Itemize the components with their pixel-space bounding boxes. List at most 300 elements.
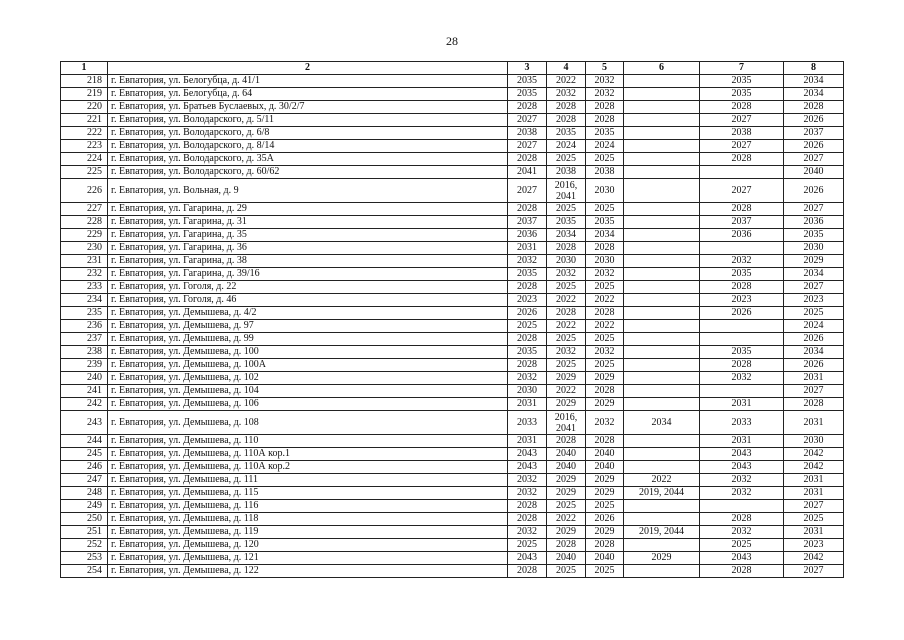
- year-cell: 2035: [508, 268, 547, 281]
- table-row: [61, 88, 844, 101]
- address-cell: г. Евпатория, ул. Демышева, д. 102: [108, 372, 508, 385]
- year-cell: 2028: [508, 101, 547, 114]
- year-cell: 2034: [547, 229, 586, 242]
- year-cell: 2042: [784, 461, 844, 474]
- year-cell: 2035: [586, 216, 624, 229]
- year-cell: 2025: [586, 281, 624, 294]
- year-cell: 2025: [586, 153, 624, 166]
- address-cell: г. Евпатория, ул. Гагарина, д. 35: [108, 229, 508, 242]
- year-cell: 2028: [508, 500, 547, 513]
- year-cell: 2028: [700, 565, 784, 578]
- year-cell: 2028: [547, 114, 586, 127]
- table-row: [61, 435, 844, 448]
- year-cell: 2029: [586, 526, 624, 539]
- year-cell: 2028: [586, 114, 624, 127]
- year-cell: 2027: [784, 385, 844, 398]
- address-cell: г. Евпатория, ул. Братьев Буслаевых, д. 30/2/7: [108, 101, 508, 114]
- year-cell: 2043: [508, 448, 547, 461]
- year-cell: 2033: [508, 411, 547, 435]
- year-cell: 2027: [700, 179, 784, 203]
- year-cell: 2031: [508, 242, 547, 255]
- year-cell: 2031: [700, 435, 784, 448]
- year-cell: 2028: [547, 242, 586, 255]
- year-cell: 2035: [508, 88, 547, 101]
- year-cell: [700, 500, 784, 513]
- year-cell: 2043: [508, 461, 547, 474]
- year-cell: 2032: [700, 487, 784, 500]
- address-cell: г. Евпатория, ул. Демышева, д. 106: [108, 398, 508, 411]
- year-cell: [624, 255, 700, 268]
- year-cell: 2040: [586, 448, 624, 461]
- address-cell: г. Евпатория, ул. Демышева, д. 119: [108, 526, 508, 539]
- year-cell: [624, 242, 700, 255]
- header-col-1: 1: [61, 62, 108, 75]
- year-cell: 2029: [547, 398, 586, 411]
- year-cell: 2028: [547, 307, 586, 320]
- year-cell: 2028: [586, 242, 624, 255]
- year-cell: 2032: [700, 474, 784, 487]
- year-cell: 2043: [508, 552, 547, 565]
- year-cell: 2028: [508, 203, 547, 216]
- year-cell: 2031: [508, 435, 547, 448]
- year-cell: 2030: [784, 242, 844, 255]
- year-cell: 2030: [586, 179, 624, 203]
- year-cell: 2028: [586, 101, 624, 114]
- row-number-cell: 244: [61, 435, 108, 448]
- address-cell: г. Евпатория, ул. Гагарина, д. 39/16: [108, 268, 508, 281]
- row-number-cell: 249: [61, 500, 108, 513]
- year-cell: 2025: [547, 500, 586, 513]
- year-cell: 2026: [784, 179, 844, 203]
- year-cell: 2026: [784, 140, 844, 153]
- table-row: [61, 127, 844, 140]
- address-cell: г. Евпатория, ул. Володарского, д. 5/11: [108, 114, 508, 127]
- year-cell: [624, 216, 700, 229]
- year-cell: 2025: [547, 281, 586, 294]
- table-row: [61, 203, 844, 216]
- year-cell: 2028: [586, 539, 624, 552]
- row-number-cell: 221: [61, 114, 108, 127]
- address-cell: г. Евпатория, ул. Демышева, д. 108: [108, 411, 508, 435]
- year-cell: [624, 435, 700, 448]
- table-row: [61, 359, 844, 372]
- row-number-cell: 238: [61, 346, 108, 359]
- year-cell: [624, 179, 700, 203]
- page-number: 28: [446, 34, 458, 48]
- year-cell: 2038: [586, 166, 624, 179]
- year-cell: 2027: [784, 203, 844, 216]
- row-number-cell: 237: [61, 333, 108, 346]
- header-col-3: 3: [508, 62, 547, 75]
- year-cell: 2032: [508, 474, 547, 487]
- year-cell: 2032: [700, 526, 784, 539]
- row-number-cell: 224: [61, 153, 108, 166]
- year-cell: 2028: [508, 153, 547, 166]
- year-cell: 2022: [547, 320, 586, 333]
- table-row: [61, 385, 844, 398]
- year-cell: 2022: [547, 75, 586, 88]
- address-cell: г. Евпатория, ул. Володарского, д. 6/8: [108, 127, 508, 140]
- table-body: [61, 75, 844, 578]
- year-cell: 2027: [700, 114, 784, 127]
- year-cell: [624, 127, 700, 140]
- year-cell: 2027: [784, 153, 844, 166]
- row-number-cell: 229: [61, 229, 108, 242]
- year-cell: [624, 539, 700, 552]
- address-cell: г. Евпатория, ул. Демышева, д. 120: [108, 539, 508, 552]
- table-row: [61, 513, 844, 526]
- header-col-2: 2: [108, 62, 508, 75]
- year-cell: [624, 372, 700, 385]
- row-number-cell: 227: [61, 203, 108, 216]
- table-row: [61, 281, 844, 294]
- year-cell: [624, 203, 700, 216]
- year-cell: 2028: [547, 101, 586, 114]
- year-cell: [624, 513, 700, 526]
- year-cell: 2043: [700, 448, 784, 461]
- year-cell: 2027: [508, 179, 547, 203]
- row-number-cell: 225: [61, 166, 108, 179]
- year-cell: 2032: [586, 346, 624, 359]
- year-cell: 2025: [784, 513, 844, 526]
- year-cell: [624, 448, 700, 461]
- year-cell: 2026: [586, 513, 624, 526]
- year-cell: 2024: [784, 320, 844, 333]
- year-cell: 2031: [784, 372, 844, 385]
- header-col-8: 8: [784, 62, 844, 75]
- address-cell: г. Евпатория, ул. Демышева, д. 97: [108, 320, 508, 333]
- year-cell: 2030: [508, 385, 547, 398]
- row-number-cell: 254: [61, 565, 108, 578]
- year-cell: [700, 242, 784, 255]
- year-cell: 2032: [547, 88, 586, 101]
- table-row: [61, 487, 844, 500]
- year-cell: [700, 166, 784, 179]
- address-cell: г. Евпатория, ул. Гагарина, д. 38: [108, 255, 508, 268]
- year-cell: 2028: [586, 435, 624, 448]
- table-row: [61, 398, 844, 411]
- year-cell: 2023: [784, 539, 844, 552]
- year-cell: 2027: [784, 500, 844, 513]
- year-cell: 2032: [508, 372, 547, 385]
- year-cell: [624, 385, 700, 398]
- year-cell: 2036: [784, 216, 844, 229]
- year-cell: 2030: [784, 435, 844, 448]
- address-cell: г. Евпатория, ул. Гоголя, д. 46: [108, 294, 508, 307]
- header-col-6: 6: [624, 62, 700, 75]
- table-row: [61, 294, 844, 307]
- year-cell: [624, 359, 700, 372]
- year-cell: 2032: [508, 255, 547, 268]
- year-cell: 2024: [547, 140, 586, 153]
- year-cell: 2032: [586, 411, 624, 435]
- year-cell: [624, 140, 700, 153]
- year-cell: 2028: [547, 539, 586, 552]
- row-number-cell: 220: [61, 101, 108, 114]
- year-cell: 2026: [784, 114, 844, 127]
- row-number-cell: 239: [61, 359, 108, 372]
- year-cell: 2031: [508, 398, 547, 411]
- year-cell: 2030: [547, 255, 586, 268]
- address-cell: г. Евпатория, ул. Демышева, д. 100: [108, 346, 508, 359]
- year-cell: 2028: [508, 333, 547, 346]
- year-cell: 2038: [547, 166, 586, 179]
- address-cell: г. Евпатория, ул. Демышева, д. 115: [108, 487, 508, 500]
- year-cell: [700, 333, 784, 346]
- year-cell: 2043: [700, 461, 784, 474]
- year-cell: 2029: [547, 526, 586, 539]
- address-cell: г. Евпатория, ул. Белогубца, д. 41/1: [108, 75, 508, 88]
- year-cell: 2027: [508, 114, 547, 127]
- year-cell: 2027: [508, 140, 547, 153]
- table-row: [61, 346, 844, 359]
- year-cell: 2036: [700, 229, 784, 242]
- year-cell: [624, 294, 700, 307]
- year-cell: 2035: [700, 346, 784, 359]
- year-cell: 2035: [700, 75, 784, 88]
- year-cell: 2025: [547, 153, 586, 166]
- year-cell: 2041: [508, 166, 547, 179]
- year-cell: 2019, 2044: [624, 526, 700, 539]
- year-cell: 2035: [586, 127, 624, 140]
- schedule-table: [60, 61, 844, 578]
- row-number-cell: 236: [61, 320, 108, 333]
- year-cell: 2028: [784, 398, 844, 411]
- year-cell: 2040: [784, 166, 844, 179]
- year-cell: 2037: [784, 127, 844, 140]
- year-cell: 2040: [547, 448, 586, 461]
- year-cell: 2026: [784, 359, 844, 372]
- year-cell: 2035: [508, 75, 547, 88]
- table-row: [61, 372, 844, 385]
- year-cell: 2031: [784, 487, 844, 500]
- table-row: [61, 242, 844, 255]
- address-cell: г. Евпатория, ул. Гоголя, д. 22: [108, 281, 508, 294]
- year-cell: 2028: [700, 281, 784, 294]
- year-cell: 2019, 2044: [624, 487, 700, 500]
- year-cell: 2032: [586, 75, 624, 88]
- row-number-cell: 232: [61, 268, 108, 281]
- table-row: [61, 268, 844, 281]
- year-cell: 2025: [508, 320, 547, 333]
- row-number-cell: 253: [61, 552, 108, 565]
- year-cell: 2029: [586, 474, 624, 487]
- year-cell: 2026: [784, 333, 844, 346]
- year-cell: 2029: [784, 255, 844, 268]
- address-cell: г. Евпатория, ул. Демышева, д. 100А: [108, 359, 508, 372]
- table-row: [61, 307, 844, 320]
- year-cell: 2032: [547, 268, 586, 281]
- year-cell: [624, 114, 700, 127]
- year-cell: 2040: [586, 552, 624, 565]
- row-number-cell: 235: [61, 307, 108, 320]
- address-cell: г. Евпатория, ул. Демышева, д. 104: [108, 385, 508, 398]
- table-row: [61, 526, 844, 539]
- year-cell: 2025: [586, 500, 624, 513]
- year-cell: 2031: [700, 398, 784, 411]
- table-row: [61, 255, 844, 268]
- row-number-cell: 245: [61, 448, 108, 461]
- year-cell: 2022: [547, 294, 586, 307]
- row-number-cell: 231: [61, 255, 108, 268]
- row-number-cell: 222: [61, 127, 108, 140]
- year-cell: 2043: [700, 552, 784, 565]
- table-row: [61, 500, 844, 513]
- table-row: [61, 166, 844, 179]
- table-row: [61, 153, 844, 166]
- year-cell: [624, 565, 700, 578]
- year-cell: [624, 268, 700, 281]
- year-cell: 2028: [700, 359, 784, 372]
- address-cell: г. Евпатория, ул. Гагарина, д. 31: [108, 216, 508, 229]
- year-cell: 2029: [586, 398, 624, 411]
- table-row: [61, 539, 844, 552]
- header-row: [61, 62, 844, 75]
- year-cell: 2034: [784, 75, 844, 88]
- address-cell: г. Евпатория, ул. Демышева, д. 122: [108, 565, 508, 578]
- row-number-cell: 248: [61, 487, 108, 500]
- year-cell: 2034: [784, 346, 844, 359]
- year-cell: [624, 88, 700, 101]
- year-cell: 2035: [547, 216, 586, 229]
- year-cell: 2026: [508, 307, 547, 320]
- year-cell: [624, 307, 700, 320]
- year-cell: [624, 500, 700, 513]
- row-number-cell: 226: [61, 179, 108, 203]
- year-cell: [624, 398, 700, 411]
- table-row: [61, 101, 844, 114]
- year-cell: 2022: [547, 385, 586, 398]
- year-cell: 2022: [624, 474, 700, 487]
- header-col-7: 7: [700, 62, 784, 75]
- year-cell: 2029: [624, 552, 700, 565]
- year-cell: 2032: [508, 487, 547, 500]
- year-cell: 2028: [547, 435, 586, 448]
- year-cell: 2027: [784, 281, 844, 294]
- header-col-4: 4: [547, 62, 586, 75]
- year-cell: [624, 346, 700, 359]
- year-cell: 2035: [700, 88, 784, 101]
- table-row: [61, 411, 844, 435]
- year-cell: 2032: [700, 255, 784, 268]
- year-cell: [624, 281, 700, 294]
- address-cell: г. Евпатория, ул. Демышева, д. 121: [108, 552, 508, 565]
- row-number-cell: 243: [61, 411, 108, 435]
- year-cell: 2028: [700, 101, 784, 114]
- year-cell: 2037: [508, 216, 547, 229]
- address-cell: г. Евпатория, ул. Гагарина, д. 29: [108, 203, 508, 216]
- year-cell: [624, 75, 700, 88]
- year-cell: 2025: [700, 539, 784, 552]
- year-cell: 2025: [586, 565, 624, 578]
- address-cell: г. Евпатория, ул. Демышева, д. 4/2: [108, 307, 508, 320]
- row-number-cell: 233: [61, 281, 108, 294]
- address-cell: г. Евпатория, ул. Демышева, д. 110: [108, 435, 508, 448]
- address-cell: г. Евпатория, ул. Володарского, д. 35А: [108, 153, 508, 166]
- year-cell: 2040: [586, 461, 624, 474]
- year-cell: 2028: [508, 565, 547, 578]
- year-cell: 2028: [784, 101, 844, 114]
- address-cell: г. Евпатория, ул. Вольная, д. 9: [108, 179, 508, 203]
- year-cell: 2038: [508, 127, 547, 140]
- year-cell: 2040: [547, 552, 586, 565]
- year-cell: 2025: [508, 539, 547, 552]
- year-cell: 2028: [508, 513, 547, 526]
- row-number-cell: 228: [61, 216, 108, 229]
- row-number-cell: 240: [61, 372, 108, 385]
- address-cell: г. Евпатория, ул. Демышева, д. 110А кор.1: [108, 448, 508, 461]
- year-cell: 2031: [784, 411, 844, 435]
- year-cell: 2024: [586, 140, 624, 153]
- address-cell: г. Евпатория, ул. Демышева, д. 110А кор.2: [108, 461, 508, 474]
- row-number-cell: 251: [61, 526, 108, 539]
- year-cell: [624, 166, 700, 179]
- year-cell: 2042: [784, 552, 844, 565]
- year-cell: 2022: [586, 294, 624, 307]
- year-cell: 2028: [508, 281, 547, 294]
- year-cell: [624, 229, 700, 242]
- address-cell: г. Евпатория, ул. Демышева, д. 99: [108, 333, 508, 346]
- year-cell: 2023: [508, 294, 547, 307]
- year-cell: 2025: [547, 565, 586, 578]
- year-cell: 2023: [700, 294, 784, 307]
- address-cell: г. Евпатория, ул. Белогубца, д. 64: [108, 88, 508, 101]
- row-number-cell: 250: [61, 513, 108, 526]
- address-cell: г. Евпатория, ул. Володарского, д. 60/62: [108, 166, 508, 179]
- year-cell: [700, 385, 784, 398]
- year-cell: [624, 461, 700, 474]
- year-cell: 2028: [700, 513, 784, 526]
- year-cell: 2028: [586, 307, 624, 320]
- row-number-cell: 219: [61, 88, 108, 101]
- year-cell: 2029: [547, 474, 586, 487]
- year-cell: 2034: [784, 88, 844, 101]
- table-row: [61, 448, 844, 461]
- table-row: [61, 140, 844, 153]
- year-cell: 2025: [586, 359, 624, 372]
- address-cell: г. Евпатория, ул. Володарского, д. 8/14: [108, 140, 508, 153]
- year-cell: [624, 320, 700, 333]
- table-row: [61, 179, 844, 203]
- table-row: [61, 461, 844, 474]
- year-cell: 2026: [700, 307, 784, 320]
- year-cell: 2035: [784, 229, 844, 242]
- year-cell: 2027: [700, 140, 784, 153]
- year-cell: 2035: [547, 127, 586, 140]
- row-number-cell: 252: [61, 539, 108, 552]
- year-cell: 2028: [586, 385, 624, 398]
- table-row: [61, 333, 844, 346]
- year-cell: [624, 101, 700, 114]
- row-number-cell: 230: [61, 242, 108, 255]
- year-cell: 2025: [586, 333, 624, 346]
- header-col-5: 5: [586, 62, 624, 75]
- table-row: [61, 229, 844, 242]
- table-row: [61, 320, 844, 333]
- year-cell: 2016, 2041: [547, 179, 586, 203]
- year-cell: 2029: [547, 487, 586, 500]
- year-cell: 2033: [700, 411, 784, 435]
- year-cell: 2022: [586, 320, 624, 333]
- year-cell: 2037: [700, 216, 784, 229]
- year-cell: 2035: [700, 268, 784, 281]
- year-cell: 2032: [586, 268, 624, 281]
- year-cell: 2031: [784, 526, 844, 539]
- year-cell: 2028: [700, 203, 784, 216]
- year-cell: 2031: [784, 474, 844, 487]
- table-row: [61, 75, 844, 88]
- year-cell: 2025: [547, 333, 586, 346]
